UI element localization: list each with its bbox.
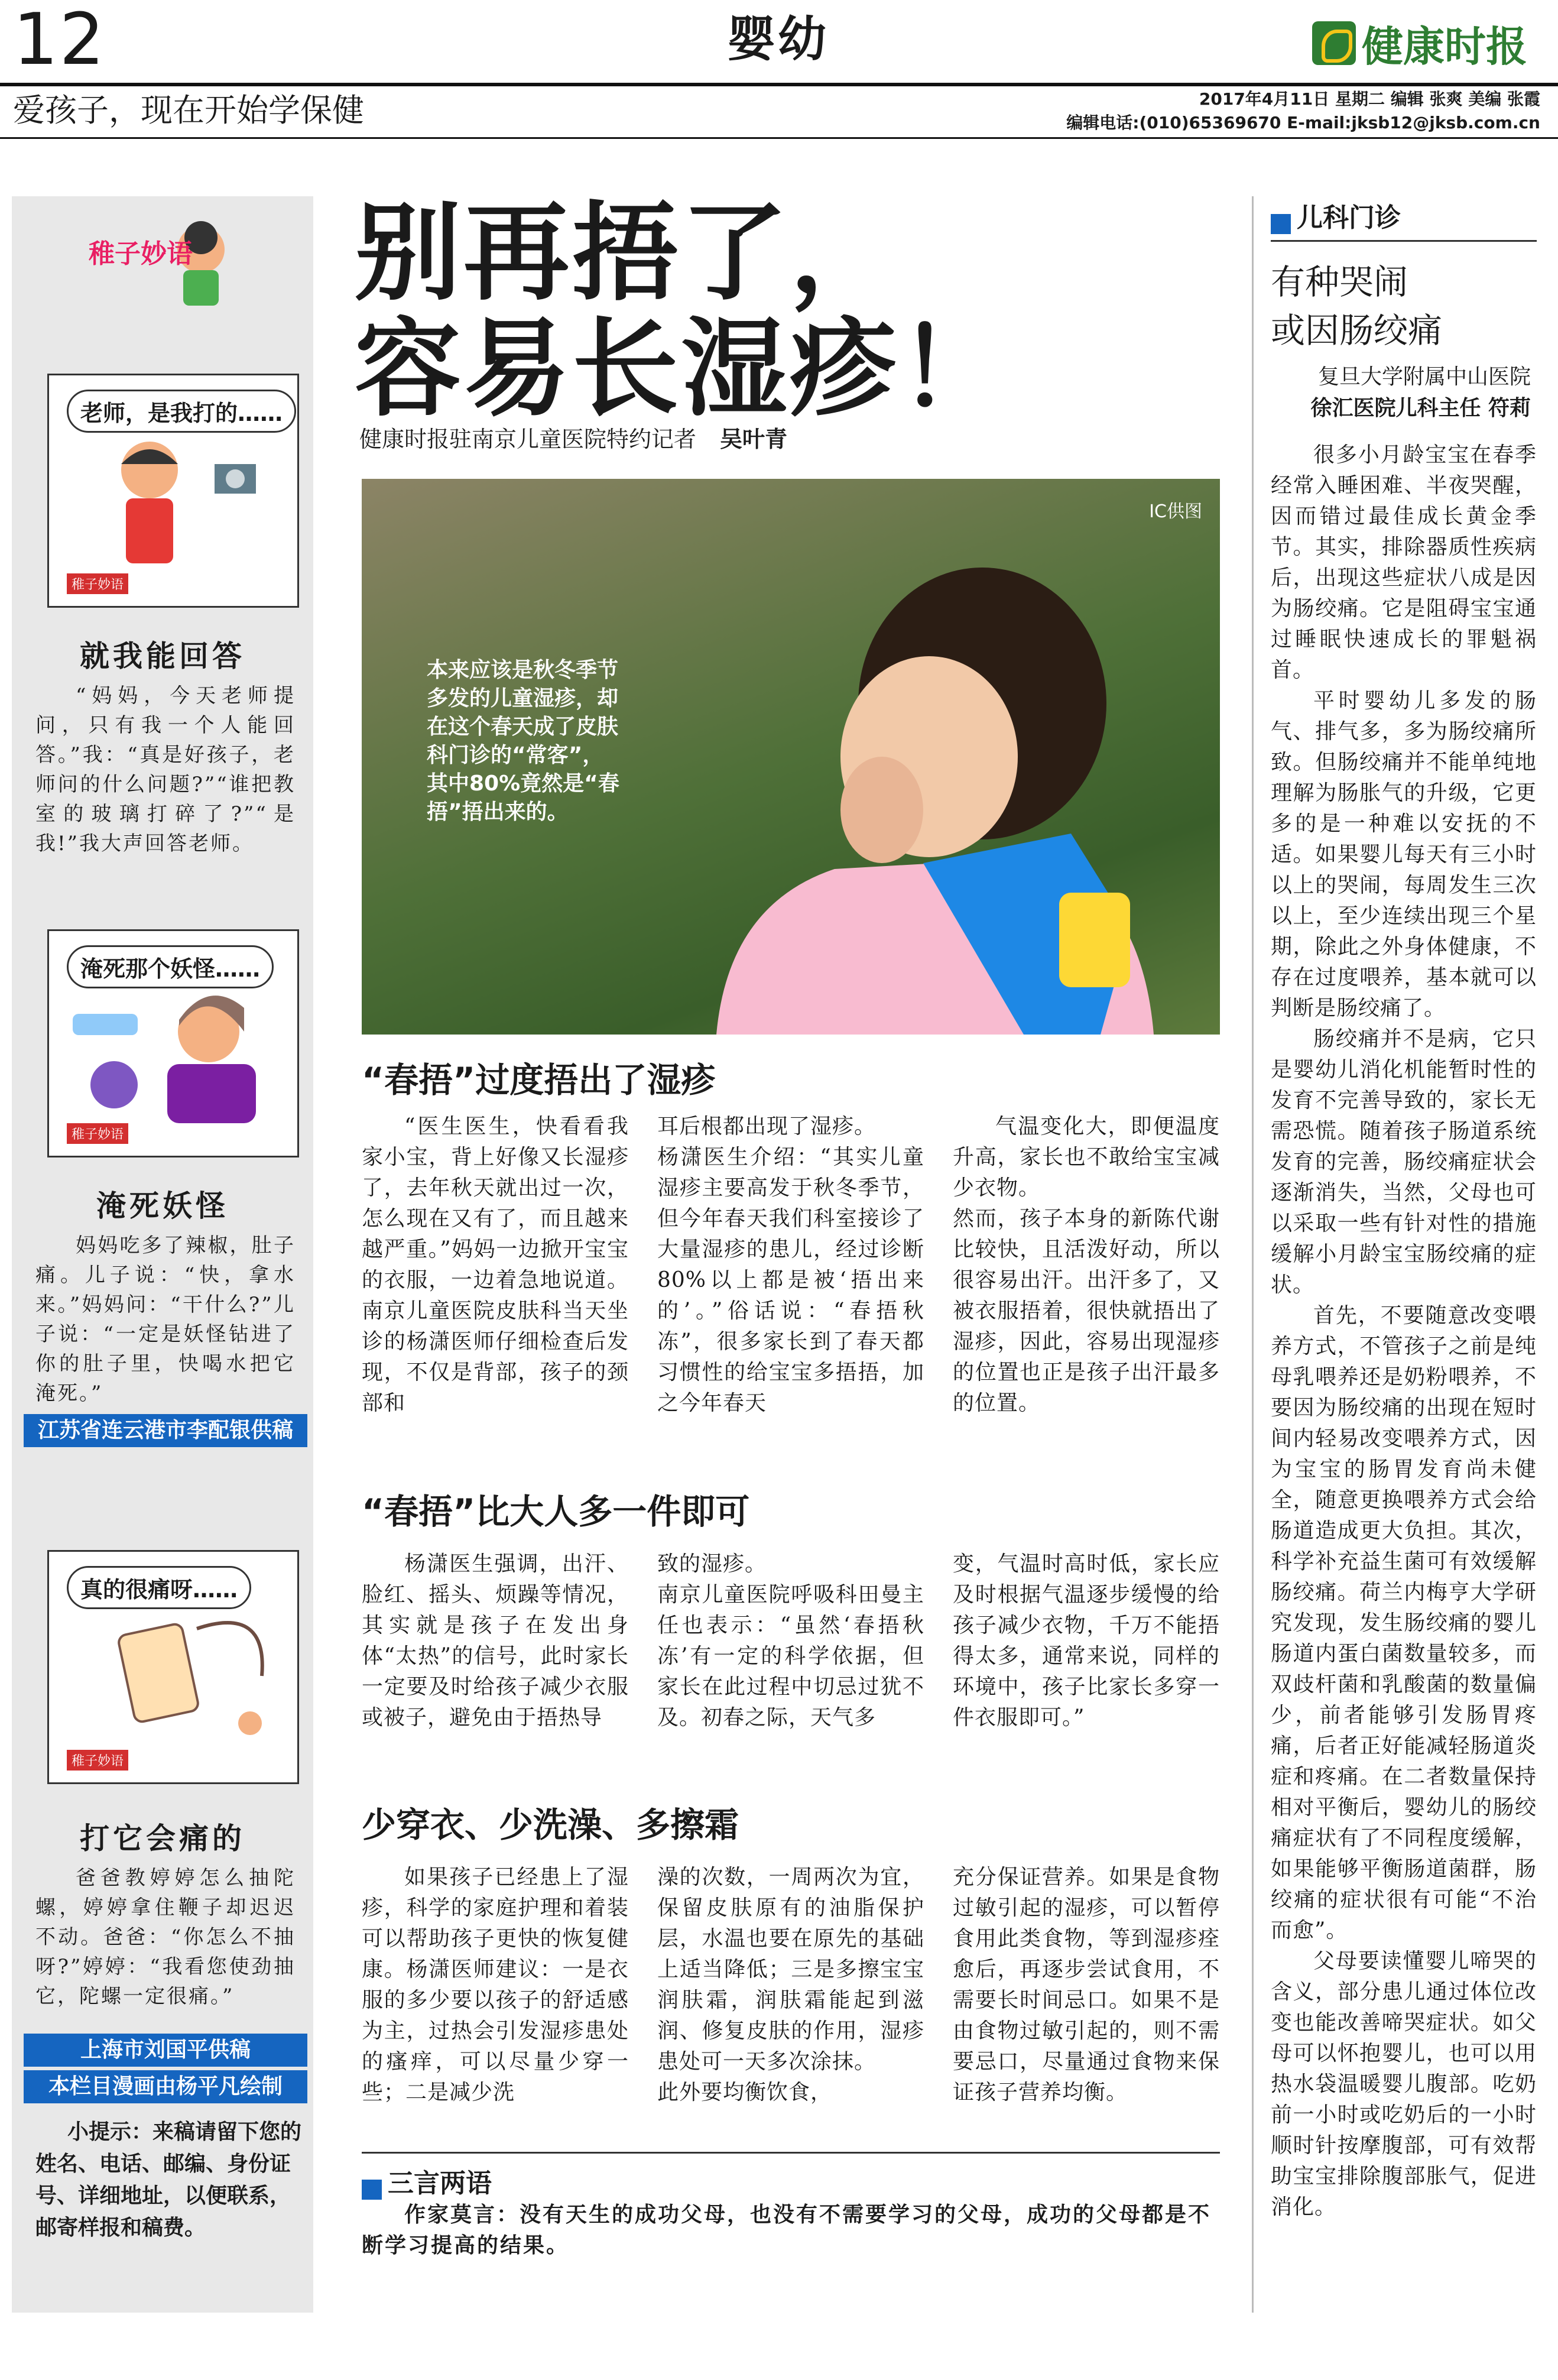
body-column: [362, 1111, 629, 1419]
quote-section-label: 三言两语: [388, 2168, 492, 2199]
body-column: 变，气温时高时低，家长应及时根据气温逐步缓慢的给孩子减少衣物，千万不能捂得太多，通常来说，同样的环境中，孩子比家长多穿一件衣服即可。”: [953, 1552, 1220, 1730]
quote-text: 作家莫言：没有天生的成功父母，也没有不需要学习的父母，成功的父母都是不断学习提高的结果。: [362, 2202, 1212, 2258]
logo-mark-icon: [1312, 21, 1356, 65]
right-article-title: [1271, 258, 1442, 355]
column-logo: [83, 214, 248, 320]
comic-bubble: 真的很痛呀……: [67, 1566, 251, 1609]
header-rule-bottom: [0, 137, 1558, 139]
body-column: 致的湿疹。 南京儿童医院呼吸科田曼主任也表示：“虽然‘春捂秋冻’有一定的科学依据，但家长在此过程中切忌过犹不及。初春之际，天气多: [657, 1552, 924, 1730]
comic-text: 爸爸教婷婷怎么抽陀螺，婷婷拿住鞭子却迟迟不动。爸爸：“你怎么不抽呀?”婷婷：“我看您使劲抽它，陀螺一定很痛。”: [35, 1866, 296, 2008]
photo-caption: 本来应该是秋冬季节多发的儿童湿疹，却在这个春天成了皮肤科门诊的“常客”，其中80%竟然是“春捂”捂出来的。: [427, 658, 619, 824]
headline-line-2: 容易长湿疹！: [355, 306, 1008, 431]
paragraph: 父母要读懂婴儿啼哭的含义，部分患儿通过体位改变也能改善啼哭症状。如父母可以怀抱婴儿，也可以用热水袋温暖婴儿腹部。吃奶前一小时或吃奶后的一小时顺时针按摩腹部，可有效帮助宝宝排除腹部胀气，促进消化。: [1271, 1949, 1537, 2219]
right-article-body: [1271, 440, 1537, 2223]
comic-text: 妈妈吃多了辣椒，肚子痛。儿子说：“快，拿水来。”妈妈问：“干什么?”儿子说：“一定是妖怪钻进了你的肚子里，快喝水把它淹死。”: [35, 1234, 296, 1405]
comic-bubble: 老师，是我打的……: [67, 390, 296, 433]
newspaper-logo: [1312, 17, 1527, 70]
body-column: 气温变化大，即便温度升高，家长也不敢给宝宝减少衣物。 然而，孩子本身的新陈代谢比较快，且活泼好动，所以很容易出汗。出汗多了，又被衣服捂着，很快就捂出了湿疹，因此，容易出现湿疹的位置也正是孩子出汗最多的位置。: [953, 1114, 1220, 1415]
comic-stamp: 稚子妙语: [67, 573, 128, 594]
comic-panel-2: [47, 929, 299, 1157]
teacher-boy-figure-icon: [85, 429, 274, 576]
comic-title: 就我能回答: [80, 638, 245, 673]
headline-line-1: 别再捂了，: [355, 190, 899, 315]
subhead-1: “春捂”过度捂出了湿疹: [362, 1060, 716, 1100]
section-title: 婴幼: [727, 11, 829, 67]
body-column: 澡的次数，一周两次为宜，保留皮肤原有的油脂保护层，水温也要在原先的基础上适当降低；三是多擦宝宝润肤霜，润肤霜能起到滋润、修复皮肤的作用，湿疹患处可一天多次涂抹。 此外要均衡饮食，: [657, 1865, 924, 2105]
reporter-name: 吴叶青: [720, 426, 788, 452]
paragraph: 肠绞痛并不是病，它只是婴幼儿消化机能暂时性的发育不完善导致的，家长无需恐慌。随着孩子肠道系统发育的完善，肠绞痛症状会逐渐消失，当然，父母也可以采取一些有针对性的措施缓解小月龄宝宝肠绞痛的症状。: [1271, 1027, 1537, 1297]
quote-section-header: [362, 2152, 1220, 2200]
subhead-2: “春捂”比大人多一件即可: [362, 1491, 750, 1532]
logo-text: 健康时报: [1362, 22, 1527, 71]
comic-panel-3: [47, 1550, 299, 1784]
comic-text: “妈妈，今天老师提问，只有我一个人能回答。”我：“真是好孩子，老师问的什么问题?”“谁把教室的玻璃打碎了?”“是我!”我大声回答老师。: [35, 684, 296, 855]
paragraph: 首先，不要随意改变喂养方式，不管孩子之前是纯母乳喂养还是奶粉喂养，不要因为肠绞痛的出现在短时间内轻易改变喂养方式，因为宝宝的肠胃发育尚未健全，随意更换喂养方式会给肠道造成更大负担。其次，科学补充益生菌可有效缓解肠绞痛。荷兰内梅亨大学研究发现，发生肠绞痛的婴儿肠道内蛋白菌数量较多，而双歧杆菌和乳酸菌的数量偏少，前者能够引发肠胃疼痛，后者正好能减轻肠道炎症和疼痛。在二者数量保持相对平衡后，婴幼儿的肠绞痛症状有了不同程度缓解，如果能够平衡肠道菌群，肠绞痛的症状很有可能“不治而愈”。: [1271, 1304, 1537, 1943]
photo-credit: IC供图: [1149, 501, 1202, 522]
comic-stamp: 稚子妙语: [67, 1123, 128, 1144]
page-number: 12: [13, 0, 106, 81]
column-logo-text: 稚子妙语: [89, 239, 193, 269]
drawer-credit: 本栏目漫画由杨平凡绘制: [24, 2070, 307, 2103]
paragraph: 很多小月龄宝宝在春季经常入睡困难、半夜哭醒，因而错过最佳成长黄金季节。其实，排除器质性疾病后，出现这些症状八成是因为肠绞痛。它是阻碍宝宝通过睡眠快速成长的罪魁祸首。: [1271, 443, 1537, 682]
column-divider: [1252, 196, 1254, 2313]
submission-tip: 小提示：来稿请留下您的姓名、电话、邮编、身份证号、详细地址，以便联系，邮寄样报和稿费。: [35, 2120, 302, 2240]
section-3-body: [362, 1862, 1220, 2108]
byline: [359, 421, 787, 453]
paragraph: 平时婴幼儿多发的肠气、排气多，多为肠绞痛所致。但肠绞痛并不能单纯地理解为肠胀气的升级，它更多的是一种难以安抚的不适。如果婴儿每天有三小时以上的哭闹，每周发生三次以上，至少连续出现三个星期，除此之外身体健康，不存在过度喂养，基本就可以判断是肠绞痛了。: [1271, 689, 1537, 1020]
left-column: [12, 196, 313, 2313]
section-square-icon: [362, 2180, 382, 2200]
comic-panel-1: [47, 374, 299, 608]
paragraph: “医生医生，快看看我家小宝，背上好像又长湿疹了，去年秋天就出过一次，怎么现在又有了，而且越来越严重。”妈妈一边掀开宝宝的衣服，一边着急地说道。南京儿童医院皮肤科当天坐诊的杨潇医师仔细检查后发现，不仅是背部，孩子的颈部和: [362, 1114, 629, 1415]
right-section-label: 儿科门诊: [1297, 203, 1401, 233]
comic-title: 淹死妖怪: [96, 1188, 229, 1223]
mother-drinking-figure-icon: [67, 984, 280, 1126]
headline: [355, 190, 1008, 431]
right-title-line-2: 或因肠绞痛: [1271, 310, 1443, 351]
comic-title: 打它会痛的: [80, 1821, 245, 1856]
tagline: 爱孩子，现在开始学保健: [13, 92, 364, 129]
section-2-body: [362, 1549, 1220, 1733]
header-info: [1066, 87, 1540, 135]
body-column: 充分保证营养。如果是食物过敏引起的湿疹，可以暂停食用此类食物，等到湿疹痊愈后，再逐步尝试食用，不需要长时间忌口。如果不是由食物过敏引起的，则不需要忌口，尽量通过食物来保证孩子营养均衡。: [953, 1865, 1220, 2105]
byline-text: 健康时报驻南京儿童医院特约记者: [359, 426, 697, 452]
comic-bubble: 淹死那个妖怪……: [67, 945, 274, 988]
article-photo: [362, 479, 1220, 1035]
spinning-top-figure-icon: [73, 1605, 285, 1753]
right-author: [1271, 362, 1531, 423]
date-editor: 2017年4月11日 星期二 编辑 张爽 美编 张霞: [1199, 89, 1540, 109]
body-column: 耳后根都出现了湿疹。 杨潇医生介绍：“其实儿童湿疹主要高发于秋冬季节，但今年春天我们科室接诊了大量湿疹的患儿，经过诊断80%以上都是被‘捂出来的’。”俗话说：“春捂秋冻”，很多家长到了春天都习惯性的给宝宝多捂捂，加之今年春天: [657, 1114, 924, 1415]
contact-info: 编辑电话:(010)65369670 E-mail:jksb12@jksb.com.cn: [1066, 113, 1540, 132]
header-rule: [0, 83, 1558, 86]
comic-credit: 江苏省连云港市李配银供稿: [24, 1414, 307, 1447]
subhead-3: 少穿衣、少洗澡、多擦霜: [362, 1805, 739, 1845]
right-author-line-1: 复旦大学附属中山医院: [1317, 365, 1531, 389]
comic-stamp: 稚子妙语: [67, 1750, 128, 1771]
right-section-header: [1271, 196, 1537, 242]
section-1-body: [362, 1111, 1220, 1419]
right-author-line-2: 徐汇医院儿科主任 符莉: [1310, 395, 1531, 420]
body-column: 如果孩子已经患上了湿疹，科学的家庭护理和着装可以帮助孩子更快的恢复健康。杨潇医师建议：一是衣服的多少要以孩子的舒适感为主，过热会引发湿疹患处的瘙痒，可以尽量少穿一些；二是减少洗: [362, 1865, 629, 2105]
body-column: 杨潇医生强调，出汗、脸红、摇头、烦躁等情况，其实就是孩子在发出身体“太热”的信号，此时家长一定要及时给孩子减少衣服或被子，避免由于捂热导: [362, 1552, 629, 1730]
right-title-line-1: 有种哭闹: [1271, 262, 1408, 302]
comic-credit: 上海市刘国平供稿: [24, 2034, 307, 2067]
section-square-icon: [1271, 214, 1291, 234]
